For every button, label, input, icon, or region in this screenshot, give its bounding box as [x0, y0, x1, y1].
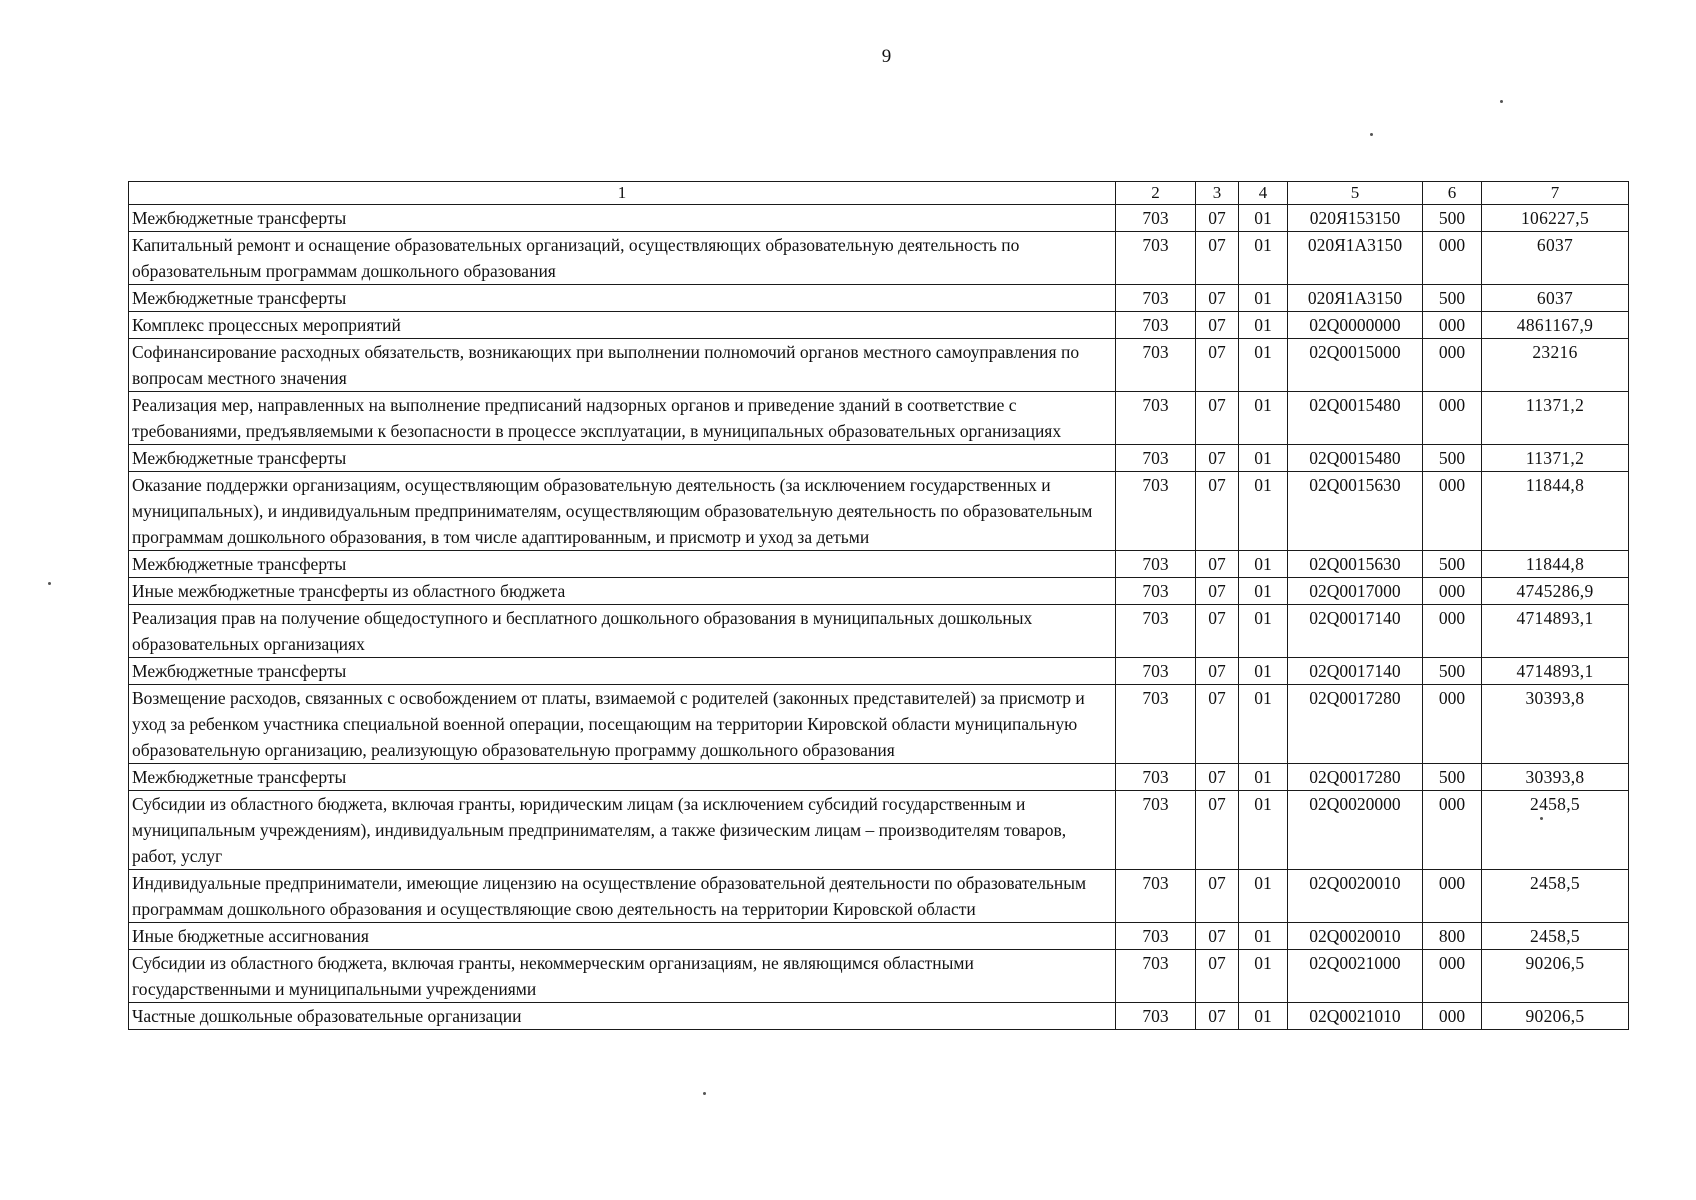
cell-col2: 703: [1116, 791, 1196, 870]
cell-col6: 500: [1423, 205, 1482, 232]
cell-col2: 703: [1116, 205, 1196, 232]
table-header-row: [129, 182, 1629, 205]
cell-col5: 02Q0020010: [1288, 923, 1423, 950]
cell-col3: 07: [1196, 658, 1239, 685]
cell-name: Межбюджетные трансферты: [129, 551, 1116, 578]
cell-col5: 02Q0015000: [1288, 339, 1423, 392]
cell-col2: 703: [1116, 923, 1196, 950]
cell-col4: 01: [1239, 339, 1288, 392]
cell-col5: 020Я1А3150: [1288, 285, 1423, 312]
cell-col2: 703: [1116, 392, 1196, 445]
cell-col7: 4861167,9: [1482, 312, 1629, 339]
cell-col3: 07: [1196, 923, 1239, 950]
cell-col4: 01: [1239, 764, 1288, 791]
cell-col5: 02Q0021000: [1288, 950, 1423, 1003]
table-row: [129, 232, 1629, 285]
cell-col5: 020Я1А3150: [1288, 232, 1423, 285]
cell-col7: 4745286,9: [1482, 578, 1629, 605]
cell-col4: 01: [1239, 950, 1288, 1003]
cell-col3: 07: [1196, 445, 1239, 472]
cell-col6: 000: [1423, 605, 1482, 658]
cell-col5: 02Q0015630: [1288, 472, 1423, 551]
cell-name: Реализация мер, направленных на выполнение предписаний надзорных органов и приведение зданий в соответствие с требованиями, предъявляемыми к безопасности в процессе эксплуатации, в муниципальных образовательных организациях: [129, 392, 1116, 445]
cell-name: Межбюджетные трансферты: [129, 445, 1116, 472]
cell-col3: 07: [1196, 578, 1239, 605]
cell-col6: 500: [1423, 658, 1482, 685]
cell-col5: 02Q0021010: [1288, 1003, 1423, 1030]
cell-col3: 07: [1196, 1003, 1239, 1030]
cell-col6: 000: [1423, 392, 1482, 445]
cell-col4: 01: [1239, 285, 1288, 312]
cell-name: Комплекс процессных мероприятий: [129, 312, 1116, 339]
header-cell-1: 1: [129, 182, 1116, 205]
cell-name: Субсидии из областного бюджета, включая гранты, юридическим лицам (за исключением субсидий государственным и муниципальным учреждениям), индивидуальным предпринимателям, а также физическим лицам – производителям товаров, работ, услуг: [129, 791, 1116, 870]
scan-speck: [1370, 133, 1373, 136]
cell-col2: 703: [1116, 232, 1196, 285]
cell-col2: 703: [1116, 445, 1196, 472]
cell-col7: 2458,5: [1482, 791, 1629, 870]
cell-col7: 11371,2: [1482, 445, 1629, 472]
table-row: [129, 764, 1629, 791]
cell-col7: 30393,8: [1482, 685, 1629, 764]
cell-col5: 02Q0015630: [1288, 551, 1423, 578]
cell-col4: 01: [1239, 791, 1288, 870]
cell-name: Индивидуальные предприниматели, имеющие лицензию на осуществление образовательной деятельности по образовательным программам дошкольного образования и осуществляющие свою деятельность на территории Кировской области: [129, 870, 1116, 923]
cell-col4: 01: [1239, 658, 1288, 685]
header-cell-5: 5: [1288, 182, 1423, 205]
cell-col3: 07: [1196, 551, 1239, 578]
cell-col3: 07: [1196, 764, 1239, 791]
cell-col2: 703: [1116, 578, 1196, 605]
cell-col3: 07: [1196, 205, 1239, 232]
cell-col4: 01: [1239, 685, 1288, 764]
cell-col2: 703: [1116, 551, 1196, 578]
cell-col7: 23216: [1482, 339, 1629, 392]
table-row: [129, 791, 1629, 870]
cell-col6: 500: [1423, 445, 1482, 472]
cell-col3: 07: [1196, 950, 1239, 1003]
cell-col5: 02Q0017280: [1288, 685, 1423, 764]
cell-col6: 000: [1423, 578, 1482, 605]
cell-col2: 703: [1116, 685, 1196, 764]
cell-col7: 2458,5: [1482, 870, 1629, 923]
table-body: [129, 205, 1629, 1030]
table-row: [129, 870, 1629, 923]
header-cell-6: 6: [1423, 182, 1482, 205]
table-row: [129, 551, 1629, 578]
table-header: [129, 182, 1629, 205]
table-row: [129, 285, 1629, 312]
scan-speck: [1540, 817, 1543, 820]
cell-col5: 02Q0020000: [1288, 791, 1423, 870]
cell-col2: 703: [1116, 339, 1196, 392]
cell-col2: 703: [1116, 870, 1196, 923]
cell-name: Частные дошкольные образовательные организации: [129, 1003, 1116, 1030]
cell-col6: 500: [1423, 551, 1482, 578]
cell-name: Межбюджетные трансферты: [129, 205, 1116, 232]
cell-col6: 000: [1423, 1003, 1482, 1030]
cell-col3: 07: [1196, 685, 1239, 764]
cell-col3: 07: [1196, 285, 1239, 312]
cell-col2: 703: [1116, 764, 1196, 791]
header-cell-2: 2: [1116, 182, 1196, 205]
cell-name: Иные бюджетные ассигнования: [129, 923, 1116, 950]
cell-col4: 01: [1239, 472, 1288, 551]
cell-col7: 90206,5: [1482, 1003, 1629, 1030]
cell-col5: 02Q0015480: [1288, 445, 1423, 472]
cell-col2: 703: [1116, 472, 1196, 551]
cell-col6: 000: [1423, 232, 1482, 285]
cell-col7: 4714893,1: [1482, 605, 1629, 658]
cell-col6: 000: [1423, 950, 1482, 1003]
cell-col3: 07: [1196, 232, 1239, 285]
cell-col6: 500: [1423, 285, 1482, 312]
cell-col4: 01: [1239, 392, 1288, 445]
table-row: [129, 392, 1629, 445]
table-row: [129, 658, 1629, 685]
scan-speck: [703, 1092, 706, 1095]
cell-col4: 01: [1239, 923, 1288, 950]
table-row: [129, 445, 1629, 472]
cell-col5: 02Q0017140: [1288, 605, 1423, 658]
cell-col4: 01: [1239, 1003, 1288, 1030]
cell-col6: 000: [1423, 472, 1482, 551]
header-cell-3: 3: [1196, 182, 1239, 205]
cell-col5: 02Q0017140: [1288, 658, 1423, 685]
cell-col2: 703: [1116, 312, 1196, 339]
cell-name: Реализация прав на получение общедоступного и бесплатного дошкольного образования в муниципальных дошкольных образовательных организациях: [129, 605, 1116, 658]
cell-col5: 020Я153150: [1288, 205, 1423, 232]
cell-col7: 11844,8: [1482, 551, 1629, 578]
cell-col6: 000: [1423, 791, 1482, 870]
cell-col4: 01: [1239, 205, 1288, 232]
cell-col4: 01: [1239, 578, 1288, 605]
cell-col6: 000: [1423, 685, 1482, 764]
cell-col4: 01: [1239, 312, 1288, 339]
cell-name: Софинансирование расходных обязательств, возникающих при выполнении полномочий органов местного самоуправления по вопросам местного значения: [129, 339, 1116, 392]
cell-col2: 703: [1116, 658, 1196, 685]
cell-col7: 2458,5: [1482, 923, 1629, 950]
cell-name: Субсидии из областного бюджета, включая гранты, некоммерческим организациям, не являющимся областными государственными и муниципальными учреждениями: [129, 950, 1116, 1003]
cell-col3: 07: [1196, 472, 1239, 551]
cell-col3: 07: [1196, 791, 1239, 870]
cell-name: Иные межбюджетные трансферты из областного бюджета: [129, 578, 1116, 605]
cell-col6: 000: [1423, 339, 1482, 392]
table-row: [129, 685, 1629, 764]
cell-col7: 90206,5: [1482, 950, 1629, 1003]
cell-name: Межбюджетные трансферты: [129, 658, 1116, 685]
page-number: 9: [881, 46, 892, 67]
table-row: [129, 1003, 1629, 1030]
cell-col5: 02Q0000000: [1288, 312, 1423, 339]
table-row: [129, 472, 1629, 551]
cell-col7: 106227,5: [1482, 205, 1629, 232]
cell-col4: 01: [1239, 232, 1288, 285]
cell-col3: 07: [1196, 870, 1239, 923]
budget-table: [128, 181, 1629, 1030]
cell-name: Капитальный ремонт и оснащение образовательных организаций, осуществляющих образовательную деятельность по образовательным программам дошкольного образования: [129, 232, 1116, 285]
cell-col7: 6037: [1482, 285, 1629, 312]
table-row: [129, 312, 1629, 339]
table-row: [129, 339, 1629, 392]
cell-col5: 02Q0017280: [1288, 764, 1423, 791]
cell-col3: 07: [1196, 392, 1239, 445]
cell-col3: 07: [1196, 339, 1239, 392]
cell-name: Оказание поддержки организациям, осуществляющим образовательную деятельность (за исключением государственных и муниципальных), и индивидуальным предпринимателям, осуществляющим образовательную деятельность по образовательным программам дошкольного образования, в том числе адаптированным, и присмотр и уход за детьми: [129, 472, 1116, 551]
scan-speck: [1500, 100, 1503, 103]
cell-col5: 02Q0020010: [1288, 870, 1423, 923]
cell-col2: 703: [1116, 605, 1196, 658]
header-cell-4: 4: [1239, 182, 1288, 205]
cell-col5: 02Q0015480: [1288, 392, 1423, 445]
cell-name: Возмещение расходов, связанных с освобождением от платы, взимаемой с родителей (законных представителей) за присмотр и уход за ребенком участника специальной военной операции, посещающим на территории Кировской области муниципальную образовательную организацию, реализующую образовательную программу дошкольного образования: [129, 685, 1116, 764]
cell-col7: 30393,8: [1482, 764, 1629, 791]
cell-col2: 703: [1116, 285, 1196, 312]
cell-col4: 01: [1239, 551, 1288, 578]
scan-speck: [48, 582, 51, 585]
cell-col7: 4714893,1: [1482, 658, 1629, 685]
cell-col6: 800: [1423, 923, 1482, 950]
cell-col2: 703: [1116, 1003, 1196, 1030]
header-cell-7: 7: [1482, 182, 1629, 205]
table-row: [129, 605, 1629, 658]
cell-col6: 500: [1423, 764, 1482, 791]
cell-col7: 11844,8: [1482, 472, 1629, 551]
cell-name: Межбюджетные трансферты: [129, 764, 1116, 791]
cell-col6: 000: [1423, 312, 1482, 339]
cell-col3: 07: [1196, 312, 1239, 339]
cell-col4: 01: [1239, 605, 1288, 658]
table-row: [129, 205, 1629, 232]
table-row: [129, 578, 1629, 605]
cell-col3: 07: [1196, 605, 1239, 658]
cell-col2: 703: [1116, 950, 1196, 1003]
table-row: [129, 923, 1629, 950]
table-row: [129, 950, 1629, 1003]
cell-name: Межбюджетные трансферты: [129, 285, 1116, 312]
cell-col6: 000: [1423, 870, 1482, 923]
cell-col7: 6037: [1482, 232, 1629, 285]
cell-col4: 01: [1239, 870, 1288, 923]
cell-col4: 01: [1239, 445, 1288, 472]
cell-col7: 11371,2: [1482, 392, 1629, 445]
cell-col5: 02Q0017000: [1288, 578, 1423, 605]
